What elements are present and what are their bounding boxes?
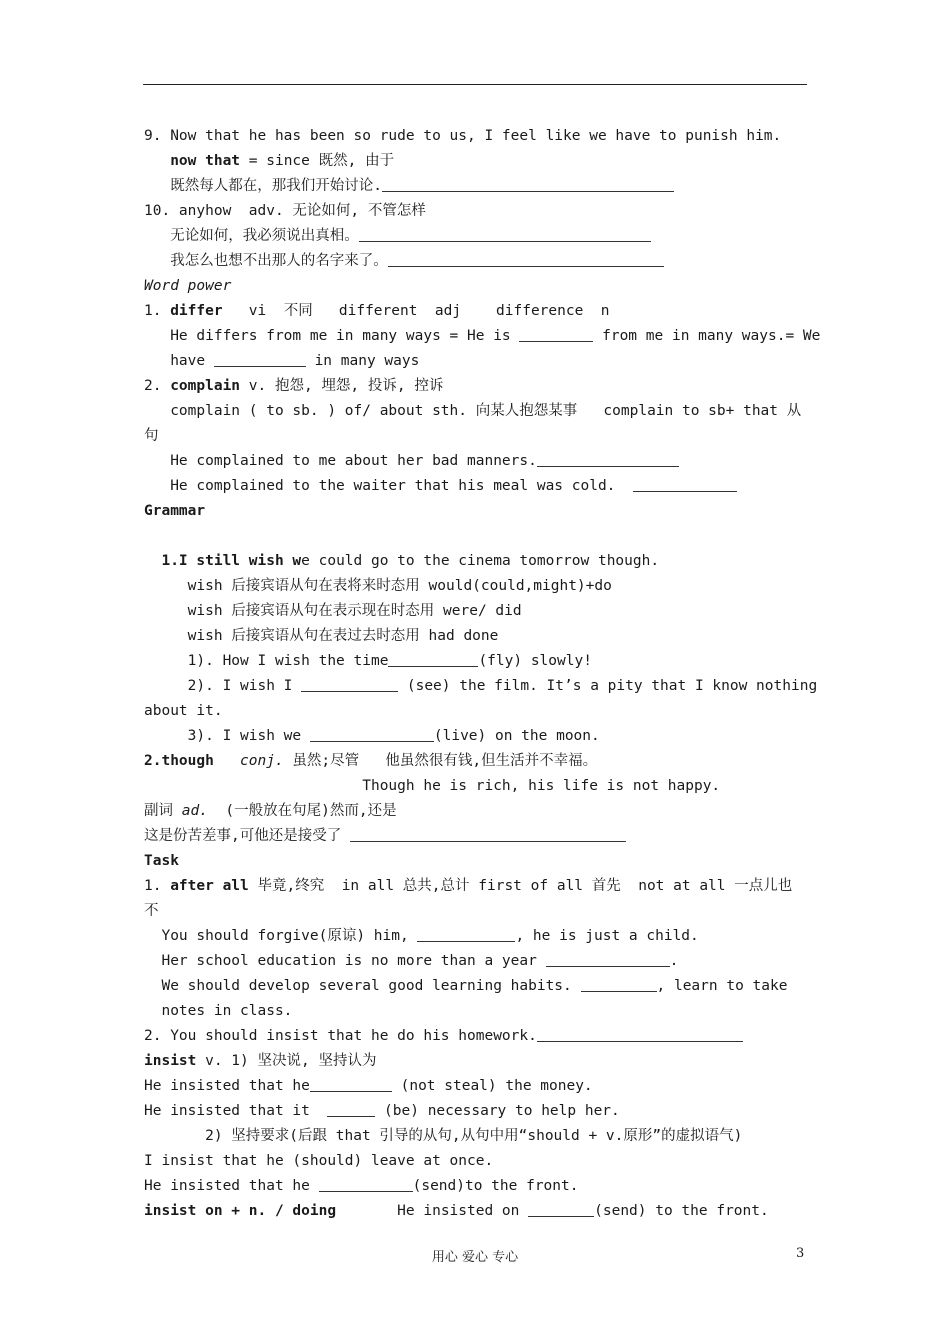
text-segment: We should develop several good learning habits.	[144, 978, 581, 994]
text-line	[144, 174, 808, 199]
text-segment: 这是份苦差事,可他还是接受了	[144, 828, 350, 844]
text-segment: He insisted that he	[144, 1078, 310, 1094]
text-line	[144, 599, 808, 624]
text-segment: He insisted on	[336, 1203, 529, 1219]
text-segment: (send) to the front.	[594, 1203, 769, 1219]
text-line	[144, 749, 808, 774]
text-segment: 2) 坚持要求(后跟 that 引导的从句,从句中用“should + v.原形”的虚拟语气)	[144, 1128, 743, 1144]
text-segment: 2.	[144, 378, 171, 394]
answer-blank[interactable]	[327, 1101, 375, 1117]
text-line	[144, 274, 808, 299]
text-segment	[144, 153, 170, 169]
text-segment: 1). How I wish the time	[144, 653, 389, 669]
text-segment: differ	[170, 303, 223, 319]
text-segment: 1.	[144, 878, 171, 894]
answer-blank[interactable]	[537, 1026, 743, 1042]
text-segment	[144, 553, 161, 569]
text-line	[144, 1124, 808, 1149]
text-segment: in many ways	[305, 353, 420, 369]
answer-blank[interactable]	[359, 226, 651, 242]
answer-blank[interactable]	[417, 926, 515, 942]
answer-blank[interactable]	[537, 451, 679, 467]
text-line	[144, 799, 808, 824]
text-segment: insist	[144, 1053, 197, 1069]
text-segment: He insisted that it	[144, 1103, 328, 1119]
text-line	[144, 474, 808, 499]
text-segment: Word power	[144, 278, 232, 294]
text-line	[144, 1149, 808, 1174]
text-segment: (be) necessary to help her.	[375, 1103, 620, 1119]
text-line	[144, 1199, 808, 1224]
text-segment: Her school education is no more than a year	[144, 953, 546, 969]
text-line	[144, 899, 808, 924]
answer-blank[interactable]	[519, 326, 593, 342]
answer-blank[interactable]	[301, 676, 398, 692]
text-segment: You should forgive(原谅) him,	[144, 928, 418, 944]
text-line	[144, 849, 808, 874]
text-segment: (一般放在句尾)然而,还是	[207, 803, 397, 819]
text-segment: (see) the film. It’s a pity that I know nothing	[398, 678, 818, 694]
text-segment: complain	[170, 378, 241, 394]
text-segment: He differs from me in many ways = He is	[144, 328, 520, 344]
text-segment: 3). I wish we	[144, 728, 310, 744]
text-line	[144, 224, 808, 249]
text-line	[144, 949, 808, 974]
text-segment: , he is just a child.	[515, 928, 699, 944]
text-segment: insist on + n. / doing	[144, 1203, 337, 1219]
text-line	[144, 874, 808, 899]
text-line	[144, 974, 808, 999]
text-segment: (send)to the front.	[412, 1178, 579, 1194]
text-line	[144, 199, 808, 224]
text-segment: complain ( to sb. ) of/ about sth. 向某人抱怨某事 complain to sb+ that 从	[144, 403, 802, 419]
header-rule	[143, 84, 807, 85]
text-line	[144, 124, 808, 149]
text-segment: Grammar	[144, 503, 206, 519]
text-segment: wish 后接宾语从句在表过去时态用 had done	[144, 628, 499, 644]
text-line	[144, 549, 808, 574]
text-segment: notes in class.	[144, 1003, 293, 1019]
text-line	[144, 299, 808, 324]
text-segment: He insisted that he	[144, 1178, 319, 1194]
text-line	[144, 349, 808, 374]
text-segment: 1.I still wish w	[161, 553, 302, 569]
text-segment: 9. Now that he has been so rude to us, I feel like we have to punish him.	[144, 128, 782, 144]
text-segment: 副词	[144, 803, 182, 819]
answer-blank[interactable]	[528, 1201, 594, 1217]
text-line	[144, 1074, 808, 1099]
answer-blank[interactable]	[388, 251, 664, 267]
text-segment	[214, 753, 240, 769]
text-segment: about it.	[144, 703, 223, 719]
answer-blank[interactable]	[310, 1076, 392, 1092]
text-segment: Though he is rich, his life is not happy.	[144, 778, 721, 794]
text-segment: 我怎么也想不出那人的名字来了。	[144, 253, 388, 269]
text-segment: e could go to the cinema tomorrow though.	[301, 553, 660, 569]
text-segment: after all	[170, 878, 249, 894]
text-line	[144, 1049, 808, 1074]
text-line	[144, 624, 808, 649]
text-segment: (live) on the moon.	[433, 728, 600, 744]
text-segment: 虽然;尽管 他虽然很有钱,但生活并不幸福。	[283, 753, 598, 769]
text-line	[144, 699, 808, 724]
text-line	[144, 399, 808, 424]
text-segment: 不	[144, 903, 159, 919]
answer-blank[interactable]	[581, 976, 657, 992]
text-segment: He complained to me about her bad manners.	[144, 453, 537, 469]
answer-blank[interactable]	[214, 351, 306, 367]
text-segment: 2.though	[144, 753, 214, 769]
text-segment: 句	[144, 428, 159, 444]
text-line	[144, 574, 808, 599]
text-line	[144, 924, 808, 949]
footer-text: 用心 爱心 专心	[431, 1250, 519, 1265]
text-segment: have	[144, 353, 214, 369]
answer-blank[interactable]	[319, 1176, 413, 1192]
text-line	[144, 149, 808, 174]
text-segment: (fly) slowly!	[478, 653, 592, 669]
page-number: 3	[796, 1246, 805, 1261]
answer-blank[interactable]	[633, 476, 737, 492]
text-segment: 1.	[144, 303, 171, 319]
text-line	[144, 424, 808, 449]
text-segment: 毕竟,终究 in all 总共,总计 first of all 首先 not at all 一点儿也	[248, 878, 793, 894]
page-content	[144, 124, 821, 1224]
answer-blank[interactable]	[382, 176, 674, 192]
text-segment: 无论如何，我必须说出真相。	[144, 228, 359, 244]
text-segment: = since 既然, 由于	[240, 153, 395, 169]
text-line	[144, 249, 808, 274]
text-segment: vi 不同 different adj difference n	[222, 303, 610, 319]
text-segment: 既然每人都在，那我们开始讨论.	[144, 178, 382, 194]
text-segment: ad.	[181, 803, 208, 819]
text-line	[144, 1024, 808, 1049]
text-segment: wish 后接宾语从句在表将来时态用 would(could,might)+do	[144, 578, 612, 594]
text-segment: , learn to take	[656, 978, 788, 994]
text-line	[144, 774, 808, 799]
text-line	[144, 499, 808, 524]
text-segment: I insist that he (should) leave at once.	[144, 1153, 494, 1169]
text-segment: He complained to the waiter that his meal was cold.	[144, 478, 633, 494]
text-segment: 2. You should insist that he do his homework.	[144, 1028, 537, 1044]
text-segment: now that	[170, 153, 241, 169]
text-segment: v. 抱怨, 埋怨, 投诉, 控诉	[240, 378, 444, 394]
answer-blank[interactable]	[310, 726, 434, 742]
answer-blank[interactable]	[350, 826, 626, 842]
answer-blank[interactable]	[388, 651, 478, 667]
text-line	[144, 524, 808, 549]
text-segment: conj.	[240, 753, 284, 769]
text-line	[144, 374, 808, 399]
text-line	[144, 649, 808, 674]
text-segment: v. 1) 坚决说, 坚持认为	[196, 1053, 377, 1069]
text-line	[144, 449, 808, 474]
text-segment: from me in many ways.= We	[593, 328, 821, 344]
text-line	[144, 724, 808, 749]
text-line	[144, 1174, 808, 1199]
text-line	[144, 674, 818, 699]
text-segment: 10. anyhow adv. 无论如何, 不管怎样	[144, 203, 426, 219]
answer-blank[interactable]	[546, 951, 670, 967]
text-line	[144, 999, 808, 1024]
text-segment: Task	[144, 853, 179, 869]
text-line	[144, 324, 821, 349]
text-segment: .	[669, 953, 679, 969]
text-segment: wish 后接宾语从句在表示现在时态用 were/ did	[144, 603, 522, 619]
text-segment: 2). I wish I	[144, 678, 302, 694]
text-line	[144, 1099, 808, 1124]
text-line	[144, 824, 808, 849]
text-segment: (not steal) the money.	[391, 1078, 593, 1094]
